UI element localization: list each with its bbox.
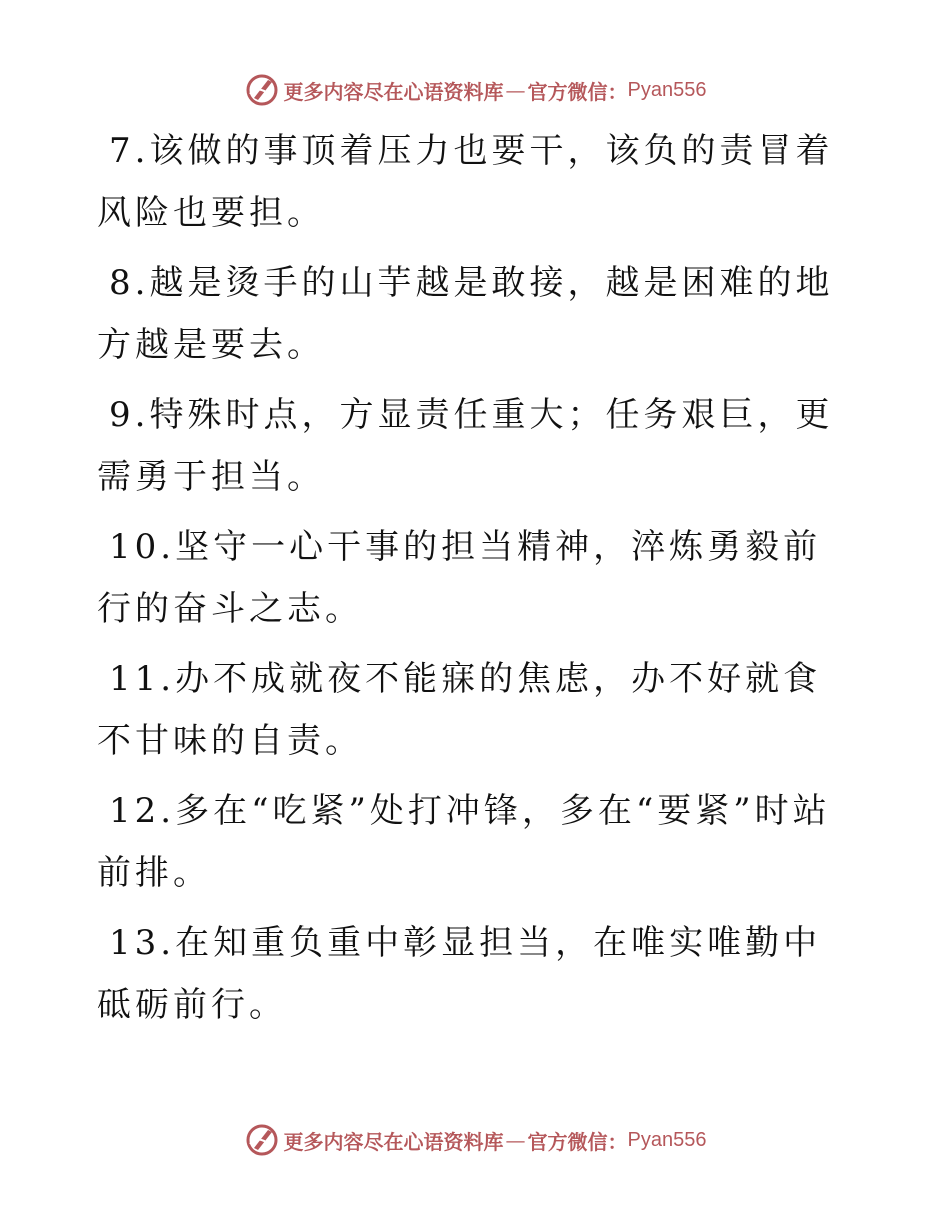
quill-seal-icon <box>244 72 280 108</box>
list-item: 9.特殊时点，方显责任重大；任务艰巨，更需勇于担当。 <box>97 395 834 497</box>
quote-list <box>97 120 857 1044</box>
watermark-site-text: 更多内容尽在心语资料库 <box>283 1129 504 1154</box>
list-item: 12.多在“吃紧”处打冲锋，多在“要紧”时站前排。 <box>97 791 831 893</box>
list-item: 13.在知重负重中彰显担当，在唯实唯勤中砥砺前行。 <box>97 923 822 1025</box>
list-item: 10.坚守一心干事的担当精神，淬炼勇毅前行的奋斗之志。 <box>97 527 822 629</box>
watermark-wechat-id: Pyan556 <box>627 78 707 101</box>
watermark-label: 官方微信： <box>527 1129 628 1154</box>
watermark-label: 官方微信： <box>527 79 628 104</box>
header-watermark <box>0 70 950 110</box>
list-item: 11.办不成就夜不能寐的焦虑，办不好就食不甘味的自责。 <box>97 659 822 761</box>
watermark-separator: — <box>505 78 526 102</box>
footer-watermark <box>0 1120 950 1160</box>
watermark-separator: — <box>505 1128 526 1152</box>
list-item: 8.越是烫手的山芋越是敢接，越是困难的地方越是要去。 <box>97 263 834 365</box>
quill-seal-icon <box>244 1122 280 1158</box>
watermark-wechat-id: Pyan556 <box>627 1128 707 1151</box>
watermark-site-text: 更多内容尽在心语资料库 <box>283 79 504 104</box>
list-item: 7.该做的事顶着压力也要干，该负的责冒着风险也要担。 <box>97 131 834 233</box>
